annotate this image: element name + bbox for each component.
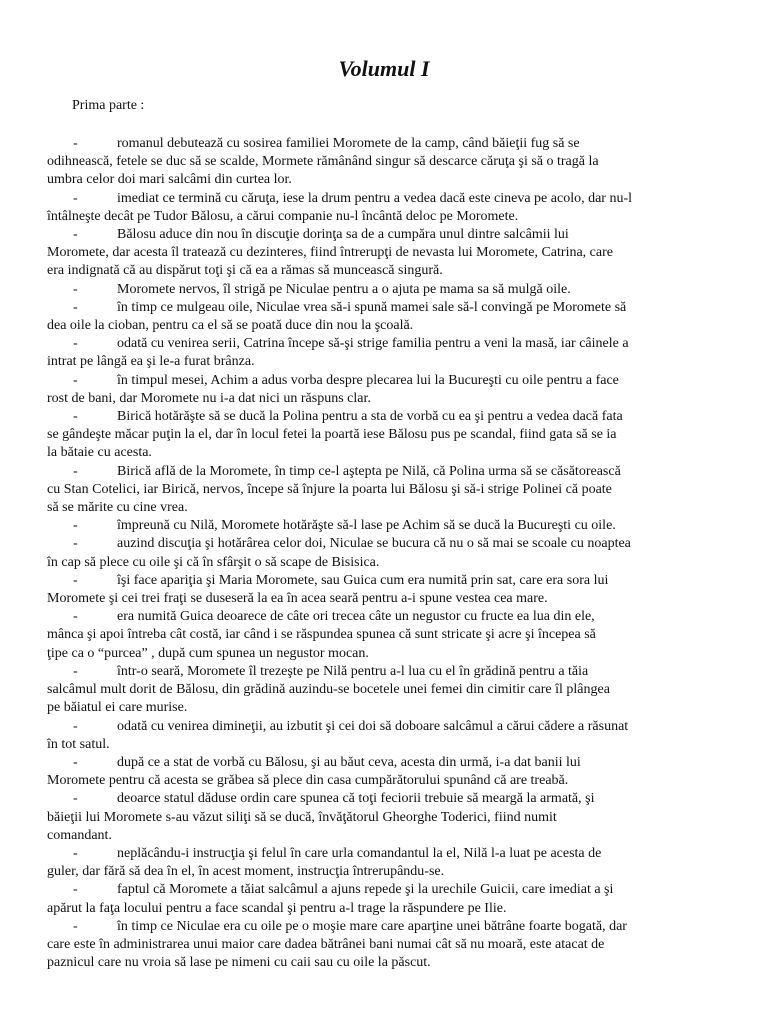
list-item <box>47 299 767 335</box>
bullet-dash: - <box>73 409 78 425</box>
bullet-dash: - <box>73 663 78 679</box>
list-item-continuation: salcâmul mult dorit de Bălosu, din grădină auzindu-se bocetele unei femei din cimitir care îl plângea <box>47 682 610 698</box>
list-item-text: faptul că Moromete a tăiat salcâmul a ajuns repede şi la urechile Guicii, care imediat a şi <box>117 882 614 898</box>
list-item-continuation: era indignată că au dispărut toţi şi că ea a rămas să muncească singură. <box>47 263 443 279</box>
bullet-list <box>47 135 767 972</box>
bullet-dash: - <box>73 190 78 206</box>
list-item-first-line <box>47 299 767 317</box>
list-item-continuation: pe băiatul ei care murise. <box>47 700 188 716</box>
list-item-text: Moromete nervos, îl strigă pe Niculae pentru a o ajuta pe mama sa să mulgă oile. <box>117 281 571 297</box>
bullet-dash: - <box>73 336 78 352</box>
list-item-continuation: în tot satul. <box>47 736 110 752</box>
list-item-continuation: rost de bani, dar Moromete nu i-a dat nici un răspuns clar. <box>47 390 371 406</box>
list-item-first-line <box>47 226 767 244</box>
list-item-continuation: intrat pe lângă ea şi le-a furat brânza. <box>47 354 255 370</box>
list-item-first-line <box>47 190 767 208</box>
list-item-text: deoarce statul dăduse ordin care spunea că toţi feciorii trebuie să meargă la armată, şi <box>117 791 595 807</box>
bullet-dash: - <box>73 882 78 898</box>
list-item-first-line <box>47 845 767 863</box>
list-item <box>47 135 767 190</box>
list-item <box>47 881 767 917</box>
list-item-text: neplăcându-i instrucţia şi felul în care urla comandantul la el, Nilă l-a luat pe acesta de <box>117 845 602 861</box>
bullet-dash: - <box>73 754 78 770</box>
list-item-first-line <box>47 335 767 353</box>
list-item-first-line <box>47 663 767 681</box>
list-item-text: imediat ce termină cu căruţa, iese la drum pentru a vedea dacă este cineva pe acolo, dar nu-l <box>117 190 633 206</box>
list-item-text: Birică află de la Moromete, în timp ce-l aştepta pe Nilă, că Polina urma să se căsătorească <box>117 463 621 479</box>
list-item-continuation: cu Stan Cotelici, iar Birică, nervos, începe să înjure la poarta lui Bălosu şi să-i strige Polinei că poate <box>47 481 612 497</box>
bullet-dash: - <box>73 372 78 388</box>
section-heading: Prima parte : <box>72 98 145 113</box>
list-item-continuation: se gândeşte măcar puţin la el, dar în locul fetei la poartă iese Bălosu pus pe scandal, fiind gata să se ia <box>47 427 617 443</box>
list-item-text: Bălosu aduce din nou în discuţie dorinţa sa de a cumpăra unul dintre salcâmii lui <box>117 227 569 243</box>
list-item-text: era numită Guica deoarece de câte ori trecea câte un negustor cu fructe ea lua din ele, <box>117 609 595 625</box>
list-item-first-line <box>47 463 767 481</box>
bullet-dash: - <box>73 845 78 861</box>
list-item-first-line <box>47 608 767 626</box>
list-item-text: în timp ce Niculae era cu oile pe o moşie mare care aparţine unei bătrâne foarte bogată, dar <box>117 918 627 934</box>
list-item <box>47 372 767 408</box>
list-item-continuation: băieţii lui Moromete s-au văzut siliţi să se ducă, învăţătorul Gheorghe Toderici, fiind numit <box>47 809 557 825</box>
list-item <box>47 663 767 718</box>
bullet-dash: - <box>73 536 78 552</box>
list-item-continuation: umbra celor doi mari salcâmi din curtea lor. <box>47 172 292 188</box>
list-item-text: Birică hotărăşte să se ducă la Polina pentru a sta de vorbă cu ea şi pentru a vedea dacă fata <box>117 409 623 425</box>
list-item-continuation: comandant. <box>47 827 112 843</box>
bullet-dash: - <box>73 463 78 479</box>
bullet-dash: - <box>73 299 78 315</box>
list-item <box>47 335 767 371</box>
list-item-continuation: întâlneşte decât pe Tudor Bălosu, a cărui companie nu-l încântă deloc pe Moromete. <box>47 208 519 224</box>
list-item <box>47 190 767 226</box>
list-item-text: odată cu venirea serii, Catrina începe să-şi strige familia pentru a veni la masă, iar câinele a <box>117 336 629 352</box>
list-item <box>47 790 767 845</box>
list-item-text: împreună cu Nilă, Moromete hotărăşte să-l lase pe Achim să se ducă la Bucureşti cu oile. <box>117 518 616 534</box>
list-item-first-line <box>47 918 767 936</box>
bullet-dash: - <box>73 918 78 934</box>
list-item-text: în timp ce mulgeau oile, Niculae vrea să-i spună mamei sale să-l convingă pe Moromete să <box>117 299 627 315</box>
list-item-first-line <box>47 408 767 426</box>
bullet-dash: - <box>73 136 78 151</box>
list-item <box>47 845 767 881</box>
list-item <box>47 463 767 518</box>
list-item-first-line <box>47 517 767 535</box>
list-item-text: după ce a stat de vorbă cu Bălosu, şi au băut ceva, acesta din urmă, i-a dat banii lui <box>117 754 581 770</box>
list-item-continuation: paznicul care nu vroia să lase pe nimeni cu caii sau cu oile la păscut. <box>47 955 431 971</box>
list-item-first-line <box>47 281 767 299</box>
list-item-first-line <box>47 881 767 899</box>
bullet-dash: - <box>73 718 78 734</box>
list-item-first-line <box>47 572 767 590</box>
list-item-continuation: Moromete, dar acesta îl tratează cu dezinteres, fiind întrerupţi de nevasta lui Moromete, Catrina, care <box>47 245 613 261</box>
document-title: Volumul I <box>338 56 430 81</box>
list-item-text: în timpul mesei, Achim a adus vorba despre plecarea lui la Bucureşti cu oile pentru a face <box>117 372 619 388</box>
bullet-dash: - <box>73 518 78 534</box>
bullet-dash: - <box>73 609 78 625</box>
list-item <box>47 226 767 281</box>
list-item-text: odată cu venirea dimineţii, au izbutit şi cei doi să doboare salcâmul a cărui cădere a răsunat <box>117 718 629 734</box>
list-item-continuation: la bătaie cu acesta. <box>47 445 152 461</box>
list-item-first-line <box>47 535 767 553</box>
bullet-dash: - <box>73 791 78 807</box>
list-item <box>47 754 767 790</box>
list-item-text: romanul debutează cu sosirea familiei Moromete de la camp, când băieţii fug să se <box>117 136 580 151</box>
list-item <box>47 572 767 608</box>
list-item-continuation: dea oile la cioban, pentru ca el să se poată duce din nou la şcoală. <box>47 318 414 334</box>
list-item-first-line <box>47 718 767 736</box>
list-item-continuation: care este în administrarea unui maior care dadea bătrânei bani numai cât să nu moară, este atacat de <box>47 936 605 952</box>
list-item <box>47 281 767 299</box>
list-item-continuation: mânca şi apoi întreba cât costă, iar când i se răspundea spunea că sunt stricate şi acre şi începea să <box>47 627 596 643</box>
list-item-text: auzind discuţia şi hotărârea celor doi, Niculae se bucura că nu o să mai se scoale cu noaptea <box>117 536 631 552</box>
list-item-first-line <box>47 754 767 772</box>
list-item-continuation: Moromete pentru că acesta se grăbea să plece din casa cumpărătorului spunând că are treabă. <box>47 773 569 789</box>
list-item <box>47 718 767 754</box>
list-item <box>47 918 767 973</box>
list-item-continuation: în cap să plece cu oile şi că în sfârşit o să scape de Bisisica. <box>47 554 380 570</box>
list-item-continuation: să se mărite cu cine vrea. <box>47 500 188 516</box>
list-item-first-line <box>47 790 767 808</box>
bullet-dash: - <box>73 572 78 588</box>
list-item <box>47 517 767 535</box>
list-item <box>47 408 767 463</box>
list-item-continuation: odihnească, fetele se duc să se scalde, Mormete rămânând singur să descarce căruţa şi să o tragă la <box>47 154 599 170</box>
list-item-continuation: ţipe ca o “purcea” , după cum spunea un negustor mocan. <box>47 645 369 661</box>
list-item-text: îşi face apariţia şi Maria Moromete, sau Guica cum era numită prin sat, care era sora lui <box>117 572 609 588</box>
list-item <box>47 535 767 571</box>
list-item-text: într-o seară, Moromete îl trezeşte pe Nilă pentru a-l lua cu el în grădină pentru a tăia <box>117 663 589 679</box>
list-item-continuation: guler, dar fără să dea în el, în acest moment, instrucţia întrerupându-se. <box>47 864 445 880</box>
list-item <box>47 608 767 663</box>
list-item-first-line <box>47 135 767 153</box>
list-item-first-line <box>47 372 767 390</box>
list-item-continuation: Moromete şi cei trei fraţi se duseseră la ea în acea seară pentru a-i spune vestea cea mare. <box>47 591 548 607</box>
list-item-continuation: apărut la faţa locului pentru a face scandal şi pentru a-l trage la răspundere pe Ilie. <box>47 900 507 916</box>
bullet-dash: - <box>73 281 78 297</box>
bullet-dash: - <box>73 227 78 243</box>
